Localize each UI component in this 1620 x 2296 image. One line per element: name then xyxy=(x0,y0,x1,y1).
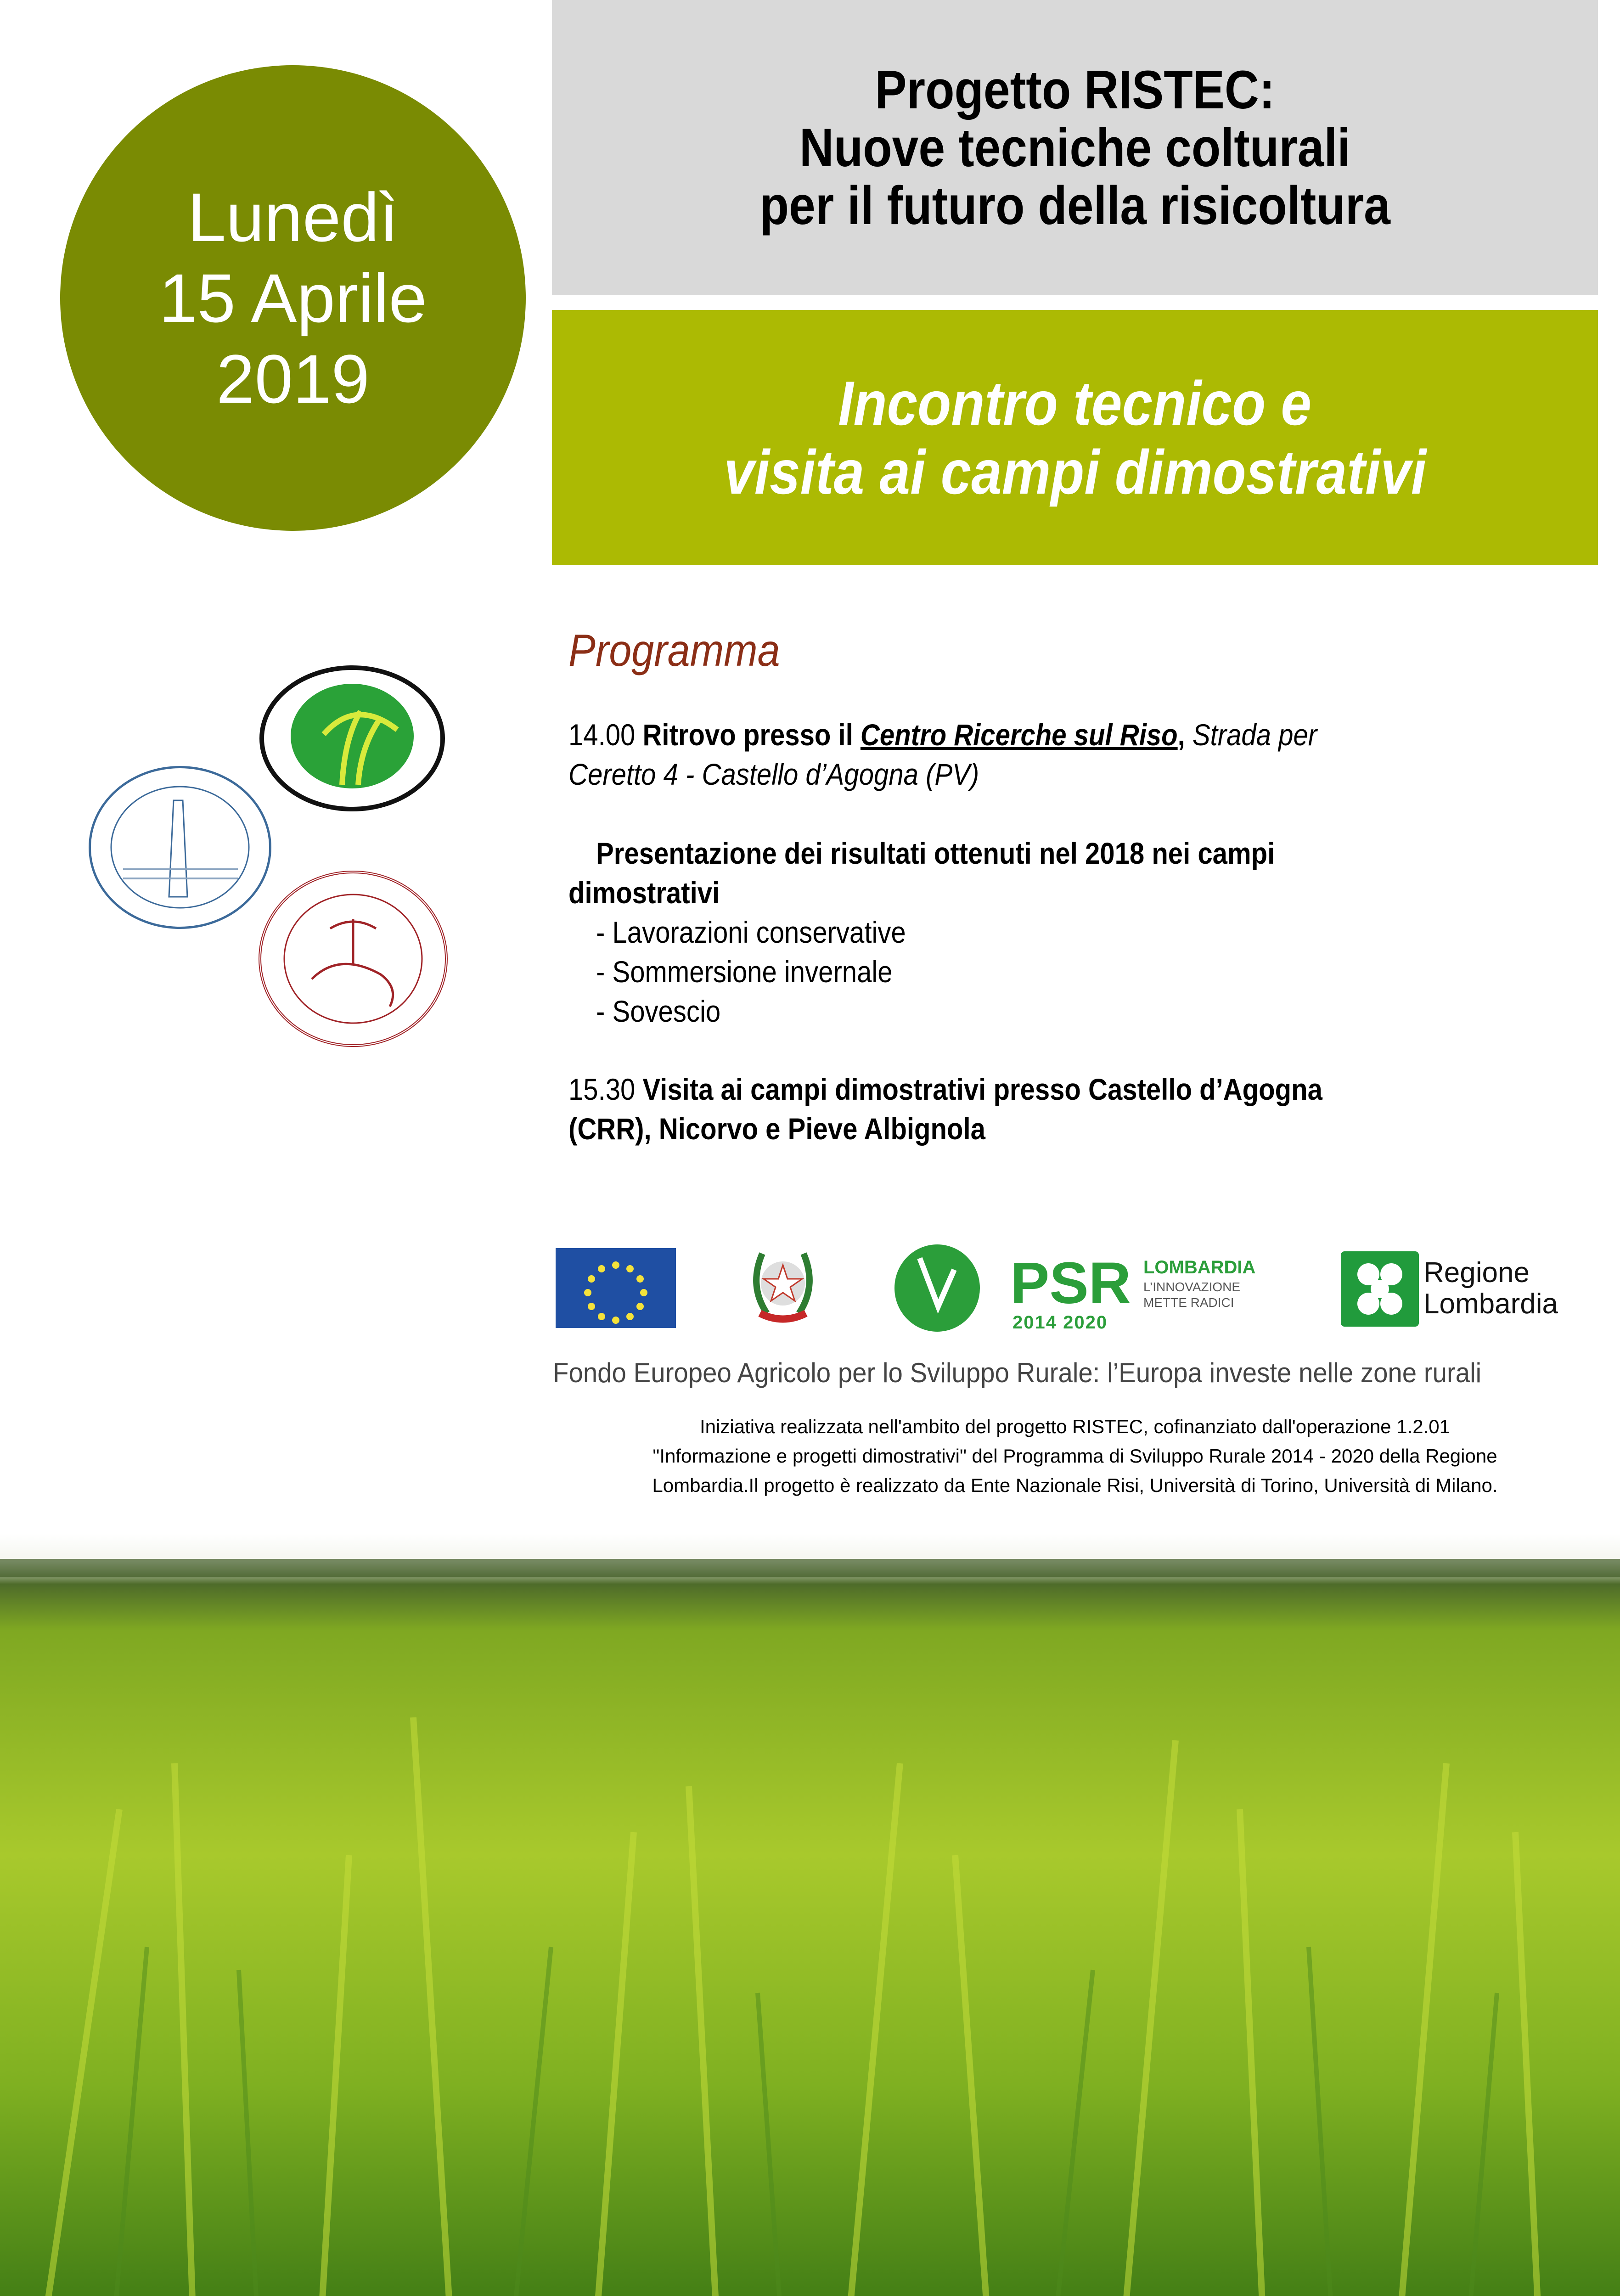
footer-line-3: Lombardia.Il progetto è realizzato da Ente Nazionale Risi, Università di Torino, Università di Milano. xyxy=(652,1474,1498,1496)
minerva-figure-icon xyxy=(91,768,269,927)
subtitle-line-1: Incontro tecnico e xyxy=(838,368,1312,438)
universita-torino-seal xyxy=(259,871,448,1047)
rice-field-photo xyxy=(0,1534,1620,2296)
bullet-item: - Sovescio xyxy=(596,994,721,1028)
item1-bold: Ritrovo presso il xyxy=(642,718,861,752)
regione-text: Regione xyxy=(1423,1257,1530,1289)
title-box xyxy=(552,0,1598,295)
star-wreath-icon xyxy=(744,1244,822,1327)
rosa-camuna-icon xyxy=(1341,1251,1419,1327)
regione-lombardia-mark xyxy=(1341,1251,1419,1327)
title-line-2: Nuove tecniche colturali xyxy=(799,117,1351,178)
check-icon xyxy=(894,1244,980,1332)
eu-flag-logo xyxy=(556,1248,676,1328)
lombardia-text: Lombardia xyxy=(1423,1288,1558,1320)
universita-milano-seal xyxy=(89,766,271,929)
rice-stalks-icon xyxy=(264,670,440,807)
footer-line-2: "Informazione e progetti dimostrativi" del Programma di Sviluppo Rurale 2014 - 2020 della Regione xyxy=(652,1445,1497,1467)
item3-line-1: Visita ai campi dimostrativi presso Castello d’Agogna xyxy=(642,1072,1322,1106)
programma-heading: Programma xyxy=(568,625,780,675)
subtitle-line-2: visita ai campi dimostrativi xyxy=(724,437,1426,507)
bull-eagle-icon xyxy=(261,873,445,1044)
item1-address-2: Ceretto 4 - Castello d’Agogna (PV) xyxy=(568,757,979,791)
item2-line-1: Presentazione dei risultati ottenuti nel 2018 nei campi xyxy=(596,836,1275,870)
bullet-item: - Lavorazioni conservative xyxy=(596,915,906,949)
psr-lombardia: LOMBARDIA xyxy=(1143,1257,1256,1277)
regione-lombardia-text xyxy=(1423,1257,1558,1320)
psr-tagline-2: METTE RADICI xyxy=(1143,1295,1234,1310)
psr-check-logo xyxy=(894,1244,980,1332)
time-1530: 15.30 xyxy=(568,1072,636,1106)
psr-logo-text: PSR xyxy=(1010,1250,1131,1316)
date-badge xyxy=(60,65,526,531)
item2-line-2: dimostrativi xyxy=(568,876,720,910)
italian-republic-emblem xyxy=(744,1244,822,1327)
grass-blades xyxy=(0,1534,1620,2296)
title-line-3: per il futuro della risicoltura xyxy=(759,175,1390,236)
subtitle-box xyxy=(552,310,1598,565)
bullet-item: - Sommersione invernale xyxy=(596,955,893,989)
eu-stars-icon xyxy=(556,1248,676,1328)
ente-nazionale-risi-logo xyxy=(259,665,445,811)
item1-address-1: Strada per xyxy=(1185,718,1317,752)
date-weekday: Lunedì xyxy=(187,179,399,256)
feasr-tagline: Fondo Europeo Agricolo per lo Sviluppo Rurale: l’Europa investe nelle zone rurali xyxy=(553,1357,1482,1388)
program-item-1 xyxy=(568,716,1317,753)
centro-ricerche-link[interactable]: Centro Ricerche sul Riso xyxy=(860,718,1178,752)
item1-comma: , xyxy=(1177,718,1185,752)
footer-line-1: Iniziativa realizzata nell'ambito del progetto RISTEC, cofinanziato dall'operazione 1.2.01 xyxy=(700,1416,1450,1437)
title-line-1: Progetto RISTEC: xyxy=(875,59,1275,120)
date-year: 2019 xyxy=(216,340,370,417)
psr-years: 2014 2020 xyxy=(1012,1312,1108,1333)
time-1400: 14.00 xyxy=(568,718,636,752)
date-day-month: 15 Aprile xyxy=(159,259,427,337)
item3-line-2: (CRR), Nicorvo e Pieve Albignola xyxy=(568,1112,985,1146)
psr-tagline-1: L’INNOVAZIONE xyxy=(1143,1280,1241,1294)
program-item-3 xyxy=(568,1071,1322,1108)
psr-tagline xyxy=(1143,1279,1240,1311)
